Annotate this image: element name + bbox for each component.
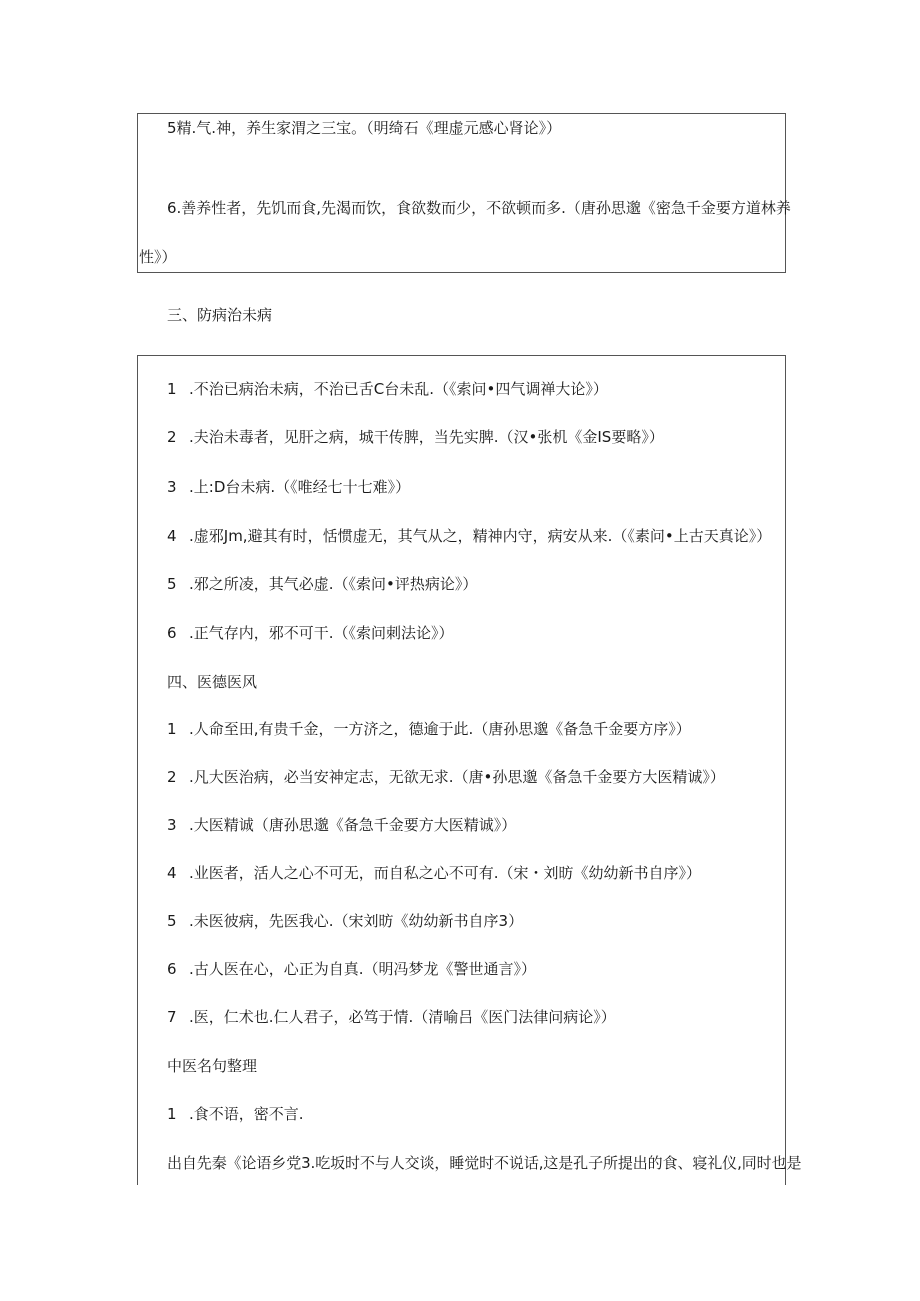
list-item <box>167 863 701 883</box>
list-item-text: .夫治未毒者，见肝之病，城干传脾，当先实脾.（汉•张机《金IS要略》） <box>189 428 664 446</box>
list-item-text: .未医彼病，先医我心.（宋刘昉《幼幼新书自序3） <box>189 912 524 930</box>
list-item <box>167 427 664 447</box>
list-item-number: 1 <box>167 1105 177 1123</box>
list-item <box>167 719 691 739</box>
list-item-text: .业医者，活人之心不可无，而自私之心不可有.（宋・刘昉《幼幼新书自序》） <box>189 864 702 882</box>
list-item-text: .邪之所凌，其气必虚.（《索问•评热病论》） <box>189 575 478 593</box>
list-item <box>167 959 536 979</box>
list-item-number: 2 <box>167 768 177 786</box>
list-item <box>167 379 608 399</box>
list-item-text: .医，仁术也.仁人君子，必笃于情.（清喻吕《医门法律问病论》） <box>189 1008 616 1026</box>
list-item-number: 2 <box>167 428 177 446</box>
section-heading-prevention: 三、防病治未病 <box>167 306 273 324</box>
list-item-text: .食不语，密不言. <box>189 1105 304 1123</box>
list-item <box>167 574 477 594</box>
list-item-number: 4 <box>167 864 177 882</box>
list-item-number: 1 <box>167 380 177 398</box>
list-item <box>167 526 771 546</box>
list-item-text: .古人医在心，心正为自真.（明冯梦龙《警世通言》） <box>189 960 537 978</box>
quote-line-6: 6.善养性者，先饥而食,先渴而饮，食欲数而少，不欲顿而多.（唐孙思邈《密急千金要方道林养 <box>167 199 791 217</box>
list-item-text: .上:D台未病.（《唯经七十七难》） <box>189 478 411 496</box>
list-item <box>167 815 516 835</box>
list-item-number: 4 <box>167 527 177 545</box>
list-item-text: .凡大医治病，必当安神定志，无欲无求.（唐•孙思邈《备急千金要方大医精诚》） <box>189 768 725 786</box>
list-item <box>167 623 454 643</box>
list-item-number: 6 <box>167 960 177 978</box>
list-item <box>167 767 725 787</box>
list-item <box>167 911 523 931</box>
list-item-text: .虚邪Jm,避其有时，恬惯虚无，其气从之，精神内守，病安从来.（《素问•上古天真论》） <box>189 527 772 545</box>
list-item-number: 1 <box>167 720 177 738</box>
list-item <box>167 1007 616 1027</box>
paragraph-text: 出自先秦《论语乡党3.吃坂时不与人交谈，睡觉时不说话,这是孔子所提出的食、寝礼仪,同时也是 <box>167 1154 802 1172</box>
list-item-number: 3 <box>167 816 177 834</box>
list-item-text: .不治已病治未病，不治已舌C台未乱.（《索问•四气调禅大论》） <box>189 380 608 398</box>
list-item-number: 6 <box>167 624 177 642</box>
section-heading-ethics: 四、医德医风 <box>167 673 258 691</box>
list-item-number: 3 <box>167 478 177 496</box>
list-item-number: 7 <box>167 1008 177 1026</box>
list-item-text: .人命至田,有贵千金，一方济之，德逾于此.（唐孙思邈《备急千金要方序》） <box>189 720 691 738</box>
quote-line-6-cont: 性》） <box>139 248 177 266</box>
list-item-text: .大医精诚（唐孙思邈《备急千金要方大医精诚》） <box>189 816 517 834</box>
list-item <box>167 477 410 497</box>
list-item <box>167 1104 304 1124</box>
quote-line-5: 5精.气.神，养生家渭之三宝。（明绮石《理虚元感心肾论》） <box>167 119 562 137</box>
list-item-number: 5 <box>167 912 177 930</box>
list-item-text: .正气存内，邪不可干.（《索问刺法论》） <box>189 624 454 642</box>
section-heading-famous-sayings: 中医名句整理 <box>167 1057 258 1075</box>
list-item-number: 5 <box>167 575 177 593</box>
